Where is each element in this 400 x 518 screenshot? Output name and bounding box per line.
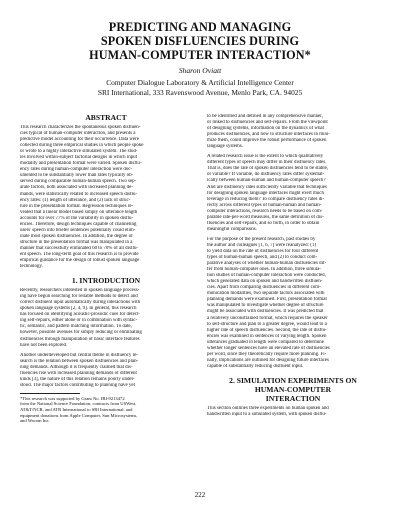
affiliation-line: SRI International, 333 Ravenswood Avenue, Menlo Park, CA. 94025 — [97, 88, 303, 97]
right-column — [207, 114, 379, 422]
text-line: parable rate-per-word measures, the same definition of dis- — [207, 214, 324, 220]
text-line: ent speech. The long-term goal of this research is to provide — [20, 251, 139, 257]
section-2-heading-line: INTERACTION — [265, 393, 321, 403]
text-line: however, possible avenues for simply reducing or eliminating — [20, 330, 142, 336]
text-line: mands, were statistically related to increased speech disflu- — [20, 191, 138, 197]
text-line: a relatively unconstrained format, which requires the speaker — [207, 315, 328, 321]
text-line: equipment donations from Apple Computer, Sun Microsystems, — [20, 412, 138, 418]
intro-paragraph-1 — [20, 288, 192, 348]
text-line: ing self-repairs, either alone or in combination with syntac- — [20, 318, 138, 324]
text-line: produces disfluencies, and how to structure interfaces to mini- — [207, 132, 330, 138]
text-line: fluencies and self-repairs, and so forth, in order to obtain — [207, 220, 320, 226]
text-line: Another underdeveloped but central theme in disfluency re- — [20, 352, 139, 358]
text-line: accounts for over 77% of the variability in spoken disflu- — [20, 215, 134, 221]
body-paragraph-2 — [207, 154, 379, 233]
text-line: language systems. — [207, 144, 243, 150]
text-line: arate factors, both associated with increased planning de- — [20, 185, 133, 191]
section-2-heading-line: HUMAN-COMPUTER — [254, 384, 332, 394]
text-line: manner that successfully eliminated 60 to 70% of all disflu- — [20, 245, 139, 251]
text-line: ing have begun searching for reliable methods to detect and — [20, 294, 138, 300]
text-line: technology. — [20, 264, 43, 270]
text-line: whether longer sentences have an elevated rate of disfluencies — [207, 345, 330, 351]
title-line: PREDICTING AND MANAGING — [108, 20, 292, 34]
text-line: types of human-human speech, and (2) to conduct com- — [207, 255, 318, 261]
text-line: of designing systems, information on the dynamics of what — [207, 126, 324, 132]
left-column — [20, 113, 192, 424]
text-line: cies typical of human-computer interaction, and presents a — [20, 131, 136, 137]
text-line: umented to be substantially lower than rates typically ob- — [20, 173, 134, 179]
title-line: SPOKEN DISFLUENCIES DURING — [100, 34, 300, 48]
text-line: for designing spoken language interfaces might exert much — [207, 190, 324, 196]
text-line: This research characterizes the spontaneous spoken disfluen- — [20, 125, 141, 130]
text-line: ning demands. Although it is frequently claimed that dis- — [20, 364, 133, 370]
text-line: rectly across different types of human-human and human- — [207, 202, 322, 208]
author-name: Sharon Oviatt — [178, 66, 222, 75]
text-line: vealed that a linear model based simply on utterance length — [20, 209, 138, 215]
abstract-paragraph — [20, 125, 192, 270]
text-line: to self-structure and plan to a greater degree, would lead to a — [207, 321, 327, 327]
text-line: leverage in reducing them? To compare disfluency rates di- — [207, 196, 325, 202]
title-line: HUMAN-COMPUTER INTERACTION* — [89, 48, 311, 62]
paper-title — [60, 20, 340, 62]
body-paragraph-1 — [207, 114, 379, 150]
text-line: correct disfluent input automatically during interactions with — [20, 300, 141, 306]
text-line: served during comparable human-human speech. Two sep- — [20, 179, 137, 185]
text-line: fluencies rise with increased planning demands of different — [20, 370, 137, 376]
text-line: encies was examined in sentences of varying length. Spoken — [207, 333, 327, 339]
text-line: to be identified and defined in any comprehensive manner, — [207, 114, 323, 119]
section-2-heading-line: 2. SIMULATION EXPERIMENTS ON — [229, 375, 357, 385]
text-line: ically between human-human and human-computer speech? — [207, 178, 326, 184]
section-2-paragraph — [207, 406, 379, 418]
text-line: collected during three empirical studies in which people spoke — [20, 143, 144, 149]
text-line: This section outlines three experiments on human spoken and — [207, 405, 329, 411]
affiliation-line: Computer Dialogue Laboratory & Artificial Intelligence Center — [106, 78, 294, 87]
text-line: inate most spoken disfluencies. In addition, the degree of — [20, 233, 133, 239]
text-line: ture in the presentation format. Regression techniques re- — [20, 203, 134, 209]
text-line: higher rate of speech disfluencies. Second, the rate of disflu- — [207, 327, 327, 333]
text-line: the author and colleagues [1, 6, 7] were reanalyzed: (1) — [207, 242, 316, 248]
text-line: ency rates during human-computer interaction were doc- — [20, 167, 133, 173]
text-line: or variable? If variable, do disfluency rates differ systemat- — [207, 172, 325, 178]
text-line: or wrote to a highly interactive simulated system. The stud- — [20, 149, 138, 155]
text-line: And are disfluency rates sufficiently variable that techniques — [207, 184, 327, 190]
text-line: fer from human-computer ones. In addition, three simula- — [207, 267, 321, 273]
text-line: That is, does the rate of spoken disfluencies tend to be stable, — [207, 166, 329, 172]
text-line: munication modalities, two separate factors associated with — [207, 291, 325, 297]
text-line: ies involved within-subject factorial designs in which input — [20, 155, 137, 161]
body-paragraph-3 — [207, 237, 379, 370]
text-line: has focused on identifying acoustic-prosodic cues for detect- — [20, 312, 140, 318]
text-line: per word, since they theoretically require more planning. Fi- — [207, 351, 327, 357]
footnote — [20, 396, 192, 424]
page-number: 222 — [194, 491, 206, 499]
intro-heading-text: 1. INTRODUCTION — [71, 276, 141, 286]
text-line: For the purpose of the present research, past studies by — [207, 236, 316, 242]
text-line: Recently, researchers interested in spoken language process- — [20, 288, 140, 294]
text-line: to yield data on the rate of disfluencies for four different — [207, 248, 319, 254]
text-line: A related research issue is the extent to which qualitatively — [207, 154, 324, 160]
text-line: and Wacom Inc. — [20, 418, 50, 424]
text-line: disfluencies through manipulation of basic interface features — [20, 336, 140, 342]
text-line: AT&T/NCR, and ATR International to SRI International, and — [20, 407, 133, 413]
text-line: or linked to disfluencies and self-repairs. From the viewpoint — [207, 120, 328, 126]
text-line: nally, implications are outlined for designing future interfaces — [207, 357, 329, 363]
text-line: mize them, could improve the robust performance of spoken — [207, 138, 327, 144]
text-line: different types of speech may differ in their disfluency rates. — [207, 160, 327, 166]
text-line: capable of substantially reducing disfluent input. — [207, 363, 304, 369]
section-2-heading — [207, 376, 379, 403]
text-line: modality and presentation format were varied. Spoken disflu- — [20, 161, 142, 167]
text-line: utterances graduated in length were compared to determine — [207, 339, 324, 345]
text-line: encies. Therefore, design techniques capable of channeling — [20, 221, 137, 227]
footnote-rule — [20, 393, 80, 394]
text-line: planning demands were examined. First, presentation format — [207, 297, 327, 303]
text-line: spoken language systems [2, 4, 9]. In general, this research — [20, 306, 137, 312]
text-line: users' speech into briefer sentences potentially could elim- — [20, 227, 136, 233]
intro-heading — [20, 276, 192, 285]
text-line: predictive model accounting for their occurrence. Data were — [20, 137, 139, 143]
abstract-heading-text: ABSTRACT — [85, 113, 127, 122]
text-line: tic, semantic, and pattern matching information. To date, — [20, 324, 132, 330]
text-line: might be associated with disfluencies. It was predicted that — [207, 309, 324, 315]
text-line: tion studies of human-computer interaction were conducted, — [207, 273, 326, 279]
text-line: stood. The major factors contributing to planning have yet — [20, 382, 135, 388]
text-line: meaningful comparisons. — [207, 226, 257, 232]
text-line: search is the relation between spoken disfluencies and plan- — [20, 358, 139, 364]
text-line: was manipulated to investigate whether degree of structure — [207, 303, 324, 309]
abstract-heading — [20, 113, 192, 122]
intro-paragraph-2 — [20, 353, 192, 389]
text-line: from the National Science Foundation, contracts from USWest, — [20, 401, 137, 407]
text-line: cies. Apart from comparing disfluencies in different com- — [207, 285, 321, 291]
text-line: have not been explored. — [20, 342, 68, 348]
text-line: structure in the presentation format was manipulated in a — [20, 239, 133, 245]
text-line: empirical guidance for the design of robust spoken language — [20, 258, 140, 264]
text-line: handwritten input to a simulated system, with spoken disflu- — [207, 411, 327, 417]
text-line: parative analyses of whether human-human disfluencies dif- — [207, 261, 327, 267]
text-line: kinds [3], the nature of this relation remains poorly under- — [20, 376, 135, 382]
text-line: *This research was supported by Grant No. IRI-9213472 — [20, 395, 125, 401]
text-line: which generated data on spoken and handwritten disfluen- — [207, 279, 323, 285]
text-line: computer interactions, research needs to be based on com- — [207, 208, 323, 214]
text-line: ency rates: (1) length of utterance, and (2) lack of struc- — [20, 197, 131, 203]
author-affiliation — [0, 78, 400, 98]
